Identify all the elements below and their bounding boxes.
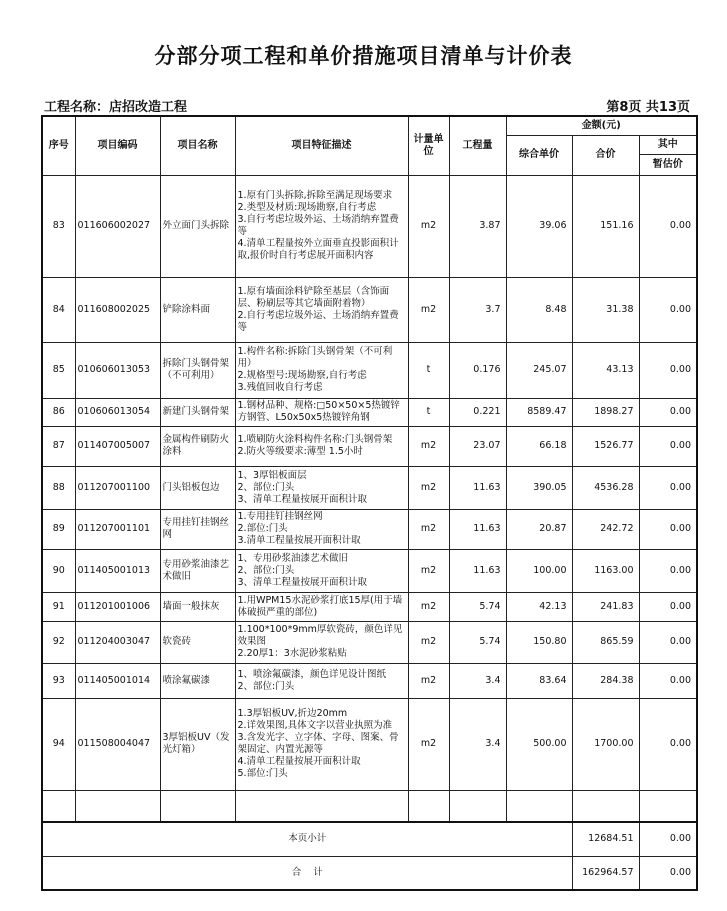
row-code: 011508004047: [75, 698, 160, 790]
header-code: 项目编码: [75, 116, 160, 175]
row-name: 软瓷砖: [160, 621, 235, 663]
row-unit-price: 245.07: [506, 342, 572, 398]
row-seq: 90: [42, 549, 75, 592]
row-description: 1.原有墙面涂料铲除至基层（含饰面层、粉刷层等其它墙面附着物） 2.自行考虑垃圾外运、土场消纳弃置费等: [235, 277, 408, 342]
page-number: 第8页 共13页: [606, 100, 690, 115]
row-name: 新建门头钢骨架: [160, 398, 235, 426]
row-code: 011207001100: [75, 466, 160, 509]
row-unit-price: 20.87: [506, 509, 572, 549]
row-quantity: 0.176: [449, 342, 506, 398]
row-unit: m2: [408, 509, 449, 549]
row-unit: m2: [408, 277, 449, 342]
row-name: 金属构件刷防火涂料: [160, 426, 235, 466]
row-code: 011407005007: [75, 426, 160, 466]
subtotal-provisional: 0.00: [639, 822, 697, 856]
row-unit: m2: [408, 592, 449, 621]
row-provisional: 0.00: [639, 592, 697, 621]
grand-total-provisional: 0.00: [639, 856, 697, 890]
row-code: 010606013053: [75, 342, 160, 398]
row-unit: m2: [408, 621, 449, 663]
table-row: [42, 342, 697, 398]
row-description: 1.原有门头拆除,拆除至满足现场要求 2.类型及材质:现场勘察,自行考虑 3.自行考虑垃圾外运、土场消纳弃置费等 4.清单工程量按外立面垂直投影面积计取,报价时自行考虑展开面积内容: [235, 175, 408, 277]
project-name: 工程名称：店招改造工程: [44, 100, 188, 115]
row-provisional: 0.00: [639, 509, 697, 549]
row-unit: m2: [408, 466, 449, 509]
table-row: [42, 277, 697, 342]
row-quantity: 23.07: [449, 426, 506, 466]
row-quantity: 11.63: [449, 549, 506, 592]
header-provisional: 暂估价: [639, 154, 697, 175]
row-total: 284.38: [572, 663, 639, 698]
header-unit: 计量单位: [408, 116, 449, 175]
row-provisional: 0.00: [639, 549, 697, 592]
row-description: 1.用WPM15水泥砂浆打底15厚(用于墙体破损严重的部位): [235, 592, 408, 621]
header-seq: 序号: [42, 116, 75, 175]
row-unit-price: 100.00: [506, 549, 572, 592]
row-name: 门头铝板包边: [160, 466, 235, 509]
row-unit: m2: [408, 175, 449, 277]
row-quantity: 11.63: [449, 509, 506, 549]
row-code: 011207001101: [75, 509, 160, 549]
header-of-which: 其中: [639, 135, 697, 154]
row-code: 011405001013: [75, 549, 160, 592]
row-quantity: 3.4: [449, 663, 506, 698]
row-description: 1.喷刷防火涂料构件名称:门头钢骨架 2.防火等级要求:薄型 1.5小时: [235, 426, 408, 466]
row-unit: t: [408, 398, 449, 426]
header-amount: 金额(元): [506, 116, 697, 135]
row-total: 31.38: [572, 277, 639, 342]
row-seq: 89: [42, 509, 75, 549]
row-quantity: 3.87: [449, 175, 506, 277]
row-seq: 88: [42, 466, 75, 509]
row-seq: 84: [42, 277, 75, 342]
row-quantity: 5.74: [449, 592, 506, 621]
row-unit-price: 390.05: [506, 466, 572, 509]
row-description: 1、喷涂氟碳漆，颜色详见设计图纸 2、部位:门头: [235, 663, 408, 698]
header-total: 合价: [572, 135, 639, 175]
row-total: 1163.00: [572, 549, 639, 592]
row-name: 喷涂氟碳漆: [160, 663, 235, 698]
subtotal-label: 本页小计: [42, 822, 572, 856]
row-provisional: 0.00: [639, 277, 697, 342]
header-desc: 项目特征描述: [235, 116, 408, 175]
row-total: 4536.28: [572, 466, 639, 509]
row-unit: m2: [408, 663, 449, 698]
row-provisional: 0.00: [639, 698, 697, 790]
row-unit-price: 39.06: [506, 175, 572, 277]
row-total: 1526.77: [572, 426, 639, 466]
row-quantity: 3.4: [449, 698, 506, 790]
row-code: 011201001006: [75, 592, 160, 621]
row-seq: 94: [42, 698, 75, 790]
header-qty: 工程量: [449, 116, 506, 175]
row-code: 011204003047: [75, 621, 160, 663]
row-total: 1700.00: [572, 698, 639, 790]
table-row: [42, 398, 697, 426]
row-seq: 86: [42, 398, 75, 426]
grand-total-row: [42, 856, 697, 890]
row-name: 专用砂浆油漆艺术做旧: [160, 549, 235, 592]
row-unit-price: 8589.47: [506, 398, 572, 426]
header-name: 项目名称: [160, 116, 235, 175]
row-total: 242.72: [572, 509, 639, 549]
subtotal-row: [42, 822, 697, 856]
row-description: 1.构件名称:拆除门头钢骨架（不可利用） 2.规格型号:现场勘察,自行考虑 3.残值回收自行考虑: [235, 342, 408, 398]
row-code: 011608002025: [75, 277, 160, 342]
row-unit-price: 83.64: [506, 663, 572, 698]
row-provisional: 0.00: [639, 466, 697, 509]
row-seq: 83: [42, 175, 75, 277]
row-provisional: 0.00: [639, 175, 697, 277]
row-unit: m2: [408, 426, 449, 466]
row-total: 1898.27: [572, 398, 639, 426]
row-description: 1.3厚铝板UV,折边20mm 2.详效果图,具体文字以营业执照为准 3.含发光字、立字体、字母、图案、骨架固定、内置光源等 4.清单工程量按展开面积计取 5.部位:门头: [235, 698, 408, 790]
row-unit: t: [408, 342, 449, 398]
table-row: [42, 509, 697, 549]
row-quantity: 11.63: [449, 466, 506, 509]
row-seq: 93: [42, 663, 75, 698]
table-row: [42, 698, 697, 790]
row-unit-price: 150.80: [506, 621, 572, 663]
row-seq: 92: [42, 621, 75, 663]
row-seq: 85: [42, 342, 75, 398]
table-row: [42, 466, 697, 509]
row-name: 铲除涂料面: [160, 277, 235, 342]
grand-total-total: 162964.57: [572, 856, 639, 890]
row-name: 3厚铝板UV（发光灯箱）: [160, 698, 235, 790]
row-unit-price: 42.13: [506, 592, 572, 621]
row-name: 拆除门头钢骨架（不可利用）: [160, 342, 235, 398]
table-row: [42, 549, 697, 592]
row-code: 011405001014: [75, 663, 160, 698]
row-code: 010606013054: [75, 398, 160, 426]
row-description: 1、3厚铝板面层 2、部位:门头 3、清单工程量按展开面积计取: [235, 466, 408, 509]
row-quantity: 3.7: [449, 277, 506, 342]
row-description: 1.100*100*9mm厚软瓷砖，颜色详见效果图 2.20厚1：3水泥砂浆粘贴: [235, 621, 408, 663]
row-seq: 87: [42, 426, 75, 466]
row-unit: m2: [408, 549, 449, 592]
row-unit-price: 8.48: [506, 277, 572, 342]
row-description: 1、专用砂浆油漆艺术做旧 2、部位:门头 3、清单工程量按展开面积计取: [235, 549, 408, 592]
row-unit: m2: [408, 698, 449, 790]
table-row: [42, 663, 697, 698]
row-provisional: 0.00: [639, 342, 697, 398]
page-title: 分部分项工程和单价措施项目清单与计价表: [154, 43, 573, 68]
row-total: 865.59: [572, 621, 639, 663]
row-seq: 91: [42, 592, 75, 621]
table-row: [42, 621, 697, 663]
bill-table: [41, 115, 698, 891]
header-unit-price: 综合单价: [506, 135, 572, 175]
row-provisional: 0.00: [639, 426, 697, 466]
row-unit-price: 500.00: [506, 698, 572, 790]
row-provisional: 0.00: [639, 621, 697, 663]
subtotal-total: 12684.51: [572, 822, 639, 856]
row-total: 241.83: [572, 592, 639, 621]
row-code: 011606002027: [75, 175, 160, 277]
row-description: 1.专用挂钉挂钢丝网 2.部位:门头 3.清单工程量按展开面积计取: [235, 509, 408, 549]
row-name: 专用挂钉挂钢丝网: [160, 509, 235, 549]
row-name: 外立面门头拆除: [160, 175, 235, 277]
row-unit-price: 66.18: [506, 426, 572, 466]
row-provisional: 0.00: [639, 398, 697, 426]
row-name: 墙面一般抹灰: [160, 592, 235, 621]
grand-total-label: 合 计: [42, 856, 572, 890]
table-row: [42, 426, 697, 466]
row-total: 43.13: [572, 342, 639, 398]
row-quantity: 5.74: [449, 621, 506, 663]
row-quantity: 0.221: [449, 398, 506, 426]
row-description: 1.钢材品种、规格:□50×50×5热镀锌方钢管、L50x50x5热镀锌角钢: [235, 398, 408, 426]
table-row: [42, 592, 697, 621]
row-total: 151.16: [572, 175, 639, 277]
row-provisional: 0.00: [639, 663, 697, 698]
table-row: [42, 175, 697, 277]
empty-row: [42, 790, 697, 822]
